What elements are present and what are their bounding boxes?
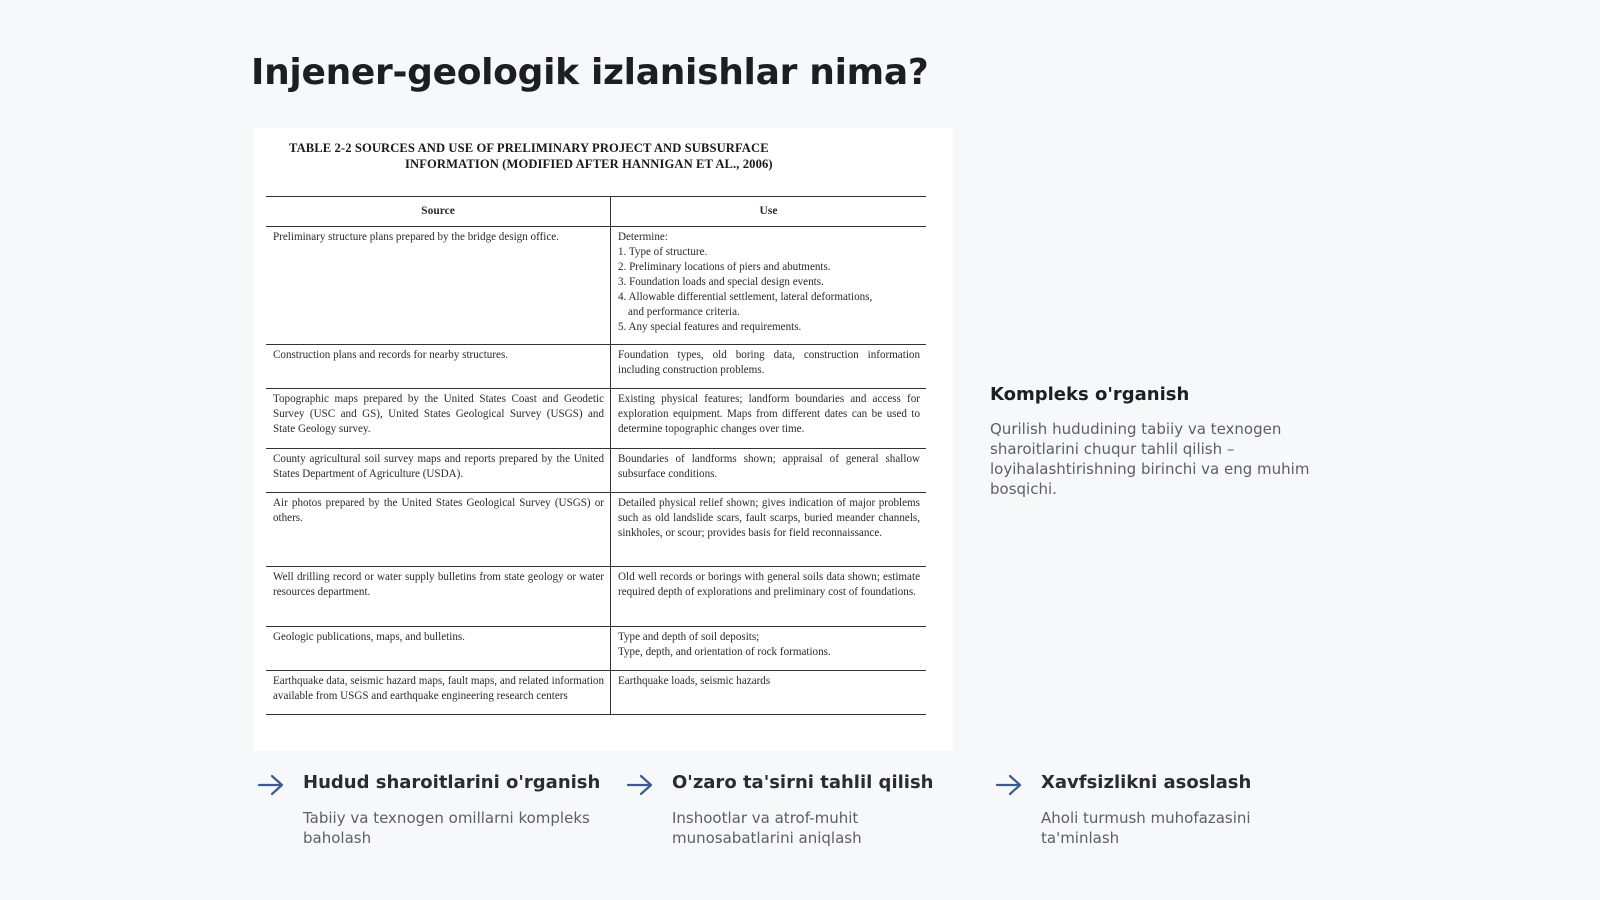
table-cell-use: Existing physical features; landform boundaries and access for exploration equipment. Maps from different dates can be used to determine topographic changes over time. <box>611 389 927 449</box>
use-line: 2. Preliminary locations of piers and abutments. <box>618 261 831 273</box>
feature-text: Inshootlar va atrof-muhit munosabatlarini aniqlash <box>672 809 862 847</box>
table-cell-source: Earthquake data, seismic hazard maps, fault maps, and related information available from USGS and earthquake engineering research centers <box>266 671 611 715</box>
use-line: Type, depth, and orientation of rock formations. <box>618 646 831 658</box>
table-cell-source: Construction plans and records for nearby structures. <box>266 345 611 389</box>
table-row <box>266 671 926 715</box>
arrow-right-icon <box>257 774 285 796</box>
table-cell-use: Earthquake loads, seismic hazards <box>611 671 927 715</box>
table-row <box>266 227 926 345</box>
sources-table <box>266 196 926 715</box>
use-line: Type and depth of soil deposits; <box>618 631 760 643</box>
use-line: 3. Foundation loads and special design events. <box>618 276 824 288</box>
table-cell-source: Well drilling record or water supply bulletins from state geology or water resources department. <box>266 567 611 627</box>
table-row <box>266 627 926 671</box>
use-line: 5. Any special features and requirements. <box>618 321 802 333</box>
table-cell-source: Air photos prepared by the United States Geological Survey (USGS) or others. <box>266 493 611 567</box>
table-row <box>266 345 926 389</box>
table-cell-use: Detailed physical relief shown; gives indication of major problems such as old landslide scars, fault scarps, buried meander channels, sinkholes, or scour; provides basis for field reconnaissance. <box>611 493 927 567</box>
table-caption <box>289 140 849 172</box>
header-use: Use <box>611 197 927 227</box>
table-cell-source: Preliminary structure plans prepared by the bridge design office. <box>266 227 611 345</box>
arrow-right-icon <box>995 774 1023 796</box>
table-row <box>266 389 926 449</box>
feature-title: Hudud sharoitlarini o'rganish <box>303 772 601 793</box>
table-row <box>266 567 926 627</box>
use-line: 1. Type of structure. <box>618 246 708 258</box>
slide-title: Injener-geologik izlanishlar nima? <box>251 52 929 93</box>
table-caption-line1: TABLE 2-2 SOURCES AND USE OF PRELIMINARY PROJECT AND SUBSURFACE <box>289 141 769 155</box>
table-cell-use <box>611 627 927 671</box>
header-source: Source <box>266 197 611 227</box>
table-row <box>266 493 926 567</box>
use-line: and performance criteria. <box>628 306 740 318</box>
table-cell-use: Boundaries of landforms shown; appraisal of general shallow subsurface conditions. <box>611 449 927 493</box>
aside-title: Kompleks o'rganish <box>990 384 1190 405</box>
table-row <box>266 449 926 493</box>
arrow-right-icon <box>626 774 654 796</box>
use-line: 4. Allowable differential settlement, lateral deformations, <box>618 291 873 303</box>
aside-panel <box>990 384 1330 499</box>
table-cell-source: Geologic publications, maps, and bulletins. <box>266 627 611 671</box>
table-cell-use: Foundation types, old boring data, construction information including construction problems. <box>611 345 927 389</box>
table-cell-use <box>611 227 927 345</box>
aside-text: Qurilish hududining tabiiy va texnogen sharoitlarini chuqur tahlil qilish – loyihalashtirishning birinchi va eng muhim bosqichi. <box>990 420 1310 498</box>
table-header-row <box>266 197 926 227</box>
table-cell-source: County agricultural soil survey maps and reports prepared by the United States Department of Agriculture (USDA). <box>266 449 611 493</box>
feature-title: O'zaro ta'sirni tahlil qilish <box>672 772 934 793</box>
feature-text: Tabiiy va texnogen omillarni kompleks baholash <box>303 809 590 847</box>
table-caption-line2: INFORMATION (MODIFIED AFTER HANNIGAN ET AL., 2006) <box>405 157 773 171</box>
table-cell-use: Old well records or borings with general soils data shown; estimate required depth of explorations and preliminary cost of foundations. <box>611 567 927 627</box>
table-cell-source: Topographic maps prepared by the United States Coast and Geodetic Survey (USC and GS), United States Geological Survey (USGS) and State Geology survey. <box>266 389 611 449</box>
feature-text: Aholi turmush muhofazasini ta'minlash <box>1041 809 1251 847</box>
use-line: Determine: <box>618 231 668 243</box>
feature-title: Xavfsizlikni asoslash <box>1041 772 1252 793</box>
table-figure <box>253 128 953 751</box>
table-body <box>266 227 926 715</box>
